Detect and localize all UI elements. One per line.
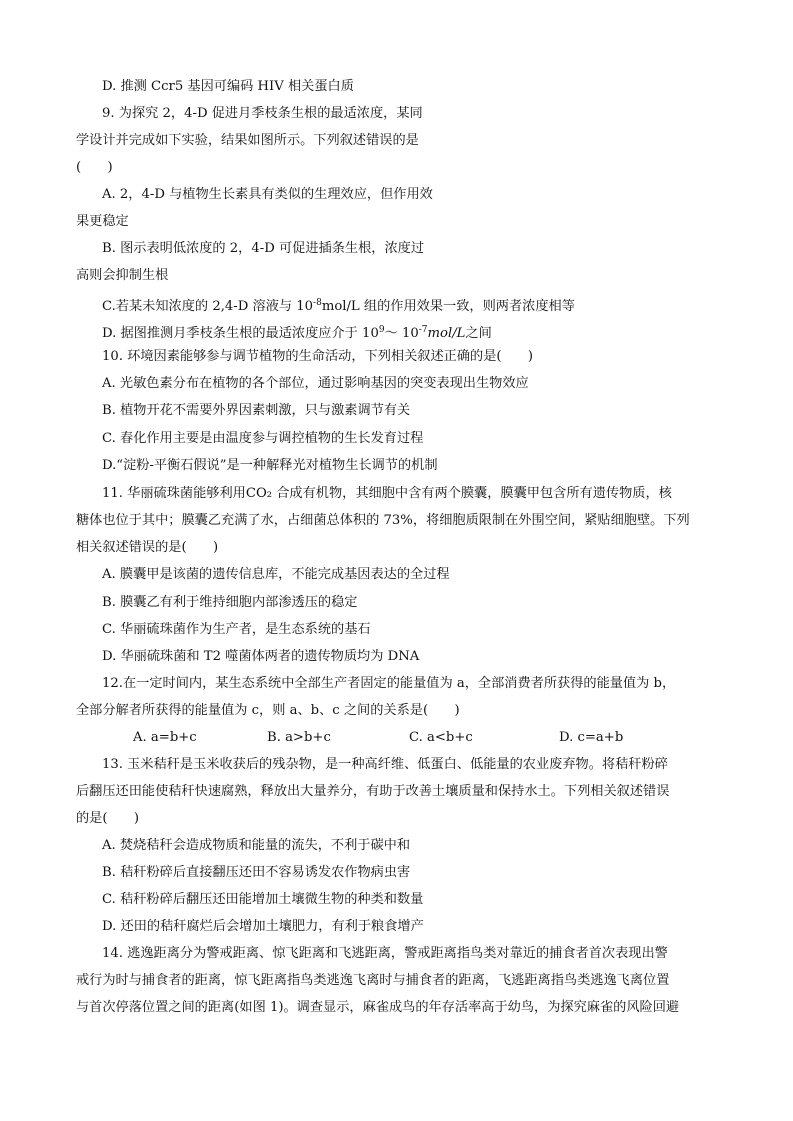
q9-option-c [102, 294, 575, 316]
q9-stem-line1: 9. 为探究 2，4-D 促进月季枝条生根的最适浓度，某同 [102, 106, 423, 121]
q13-option-d: D. 还田的秸秆腐烂后会增加土壤肥力，有利于粮食增产 [102, 919, 424, 934]
q9-option-c-exponent: -8 [313, 298, 322, 308]
q13-stem-line2: 后翻压还田能使秸秆快速腐熟，释放出大量养分，有助于改善土壤质量和保持水土。下列相关叙述错误 [76, 784, 670, 799]
q13-option-b: B. 秸秆粉碎后直接翻压还田不容易诱发农作物病虫害 [102, 865, 411, 880]
q9-stem-line2: 学设计并完成如下实验，结果如图所示。下列叙述错误的是 [76, 133, 419, 148]
q14-stem-line2: 戒行为时与捕食者的距离，惊飞距离指鸟类逃逸飞离时与捕食者的距离，飞逃距离指鸟类逃逸飞离位置 [76, 973, 670, 988]
q11-option-c: C. 华丽硫珠菌作为生产者，是生态系统的基石 [102, 622, 371, 637]
q12-stem-line2: 全部分解者所获得的能量值为 c，则 a、b、c 之间的关系是( ) [76, 703, 460, 718]
q12-option-a: A. a=b+c [133, 730, 197, 745]
q9-option-d-part1: D. 据图推测月季枝条生根的最适浓度应介于 10 [102, 326, 379, 341]
q13-option-c: C. 秸秆粉碎后翻压还田能增加土壤微生物的种类和数量 [102, 892, 424, 907]
q11-option-b: B. 膜囊乙有利于维持细胞内部渗透压的稳定 [102, 595, 358, 610]
q9-option-d-part3: 之间 [465, 326, 492, 341]
q13-stem-line1: 13. 玉米秸秆是玉米收获后的残杂物，是一种高纤维、低蛋白、低能量的农业废弃物。将秸秆粉碎 [102, 757, 668, 772]
q9-option-c-part2: mol/L 组的作用效果一致，则两者浓度相等 [321, 299, 575, 314]
q14-stem-line3: 与首次停落位置之间的距离(如图 1)。调查显示，麻雀成鸟的年存活率高于幼鸟，为探究麻雀的风险回避 [76, 1000, 680, 1015]
q12-stem-line1: 12.在一定时间内，某生态系统中全部生产者固定的能量值为 a，全部消费者所获得的能量值为 b， [102, 676, 676, 691]
q11-stem-line3: 相关叙述错误的是( ) [76, 540, 219, 555]
q8-option-d: D. 推测 Ccr5 基因可编码 HIV 相关蛋白质 [102, 79, 354, 94]
q9-option-d-exponent1: 9 [378, 325, 385, 335]
q11-option-d: D. 华丽硫珠菌和 T2 噬菌体两者的遗传物质均为 DNA [102, 649, 420, 664]
q9-answer-bracket: ( ) [76, 160, 113, 175]
q9-option-b-line2: 高则会抑制生根 [76, 268, 169, 283]
q10-option-b: B. 植物开花不需要外界因素刺激，只与激素调节有关 [102, 403, 411, 418]
q14-stem-line1: 14. 逃逸距离分为警戒距离、惊飞距离和飞逃距离，警戒距离指鸟类对靠近的捕食者首次表现出警 [102, 946, 668, 961]
q9-option-c-part1: C.若某未知浓度的 2,4-D 溶液与 10 [102, 299, 314, 314]
q9-option-d [102, 321, 492, 343]
q12-option-d: D. c=a+b [559, 730, 624, 745]
q9-option-b-line1: B. 图示表明低浓度的 2，4-D 可促进插条生根，浓度过 [102, 241, 425, 256]
q9-option-a-line1: A. 2，4-D 与植物生长素具有类似的生理效应，但作用效 [102, 187, 433, 202]
q10-option-c: C. 春化作用主要是由温度参与调控植物的生长发育过程 [102, 431, 424, 446]
q9-option-d-part2: ～ 10 [384, 326, 419, 341]
q10-option-d: D.“淀粉-平衡石假说”是一种解释光对植物生长调节的机制 [102, 458, 438, 473]
q10-stem: 10. 环境因素能够参与调节植物的生命活动，下列相关叙述正确的是( ) [102, 349, 534, 364]
q9-option-a-line2: 果更稳定 [76, 214, 129, 229]
q11-option-a: A. 膜囊甲是该菌的遗传信息库，不能完成基因表达的全过程 [102, 567, 450, 582]
q9-option-d-unit: mol/L [427, 326, 466, 341]
q11-stem-line1: 11. 华丽硫珠菌能够利用CO₂ 合成有机物，其细胞中含有两个膜囊，膜囊甲包含所有遗传物质，核 [102, 486, 672, 501]
q12-option-b: B. a>b+c [267, 730, 331, 745]
q10-option-a: A. 光敏色素分布在植物的各个部位，通过影响基因的突变表现出生物效应 [102, 376, 529, 391]
q11-stem-line2: 糖体也位于其中；膜囊乙充满了水，占细菌总体积的 73%，将细胞质限制在外围空间，紧贴细胞壁。下列 [76, 513, 690, 528]
q12-option-c: C. a<b+c [409, 730, 473, 745]
q13-option-a: A. 焚烧秸秆会造成物质和能量的流失，不利于碳中和 [102, 838, 411, 853]
q13-stem-line3: 的是( ) [76, 811, 140, 826]
q9-option-d-exponent2: -7 [418, 325, 428, 335]
